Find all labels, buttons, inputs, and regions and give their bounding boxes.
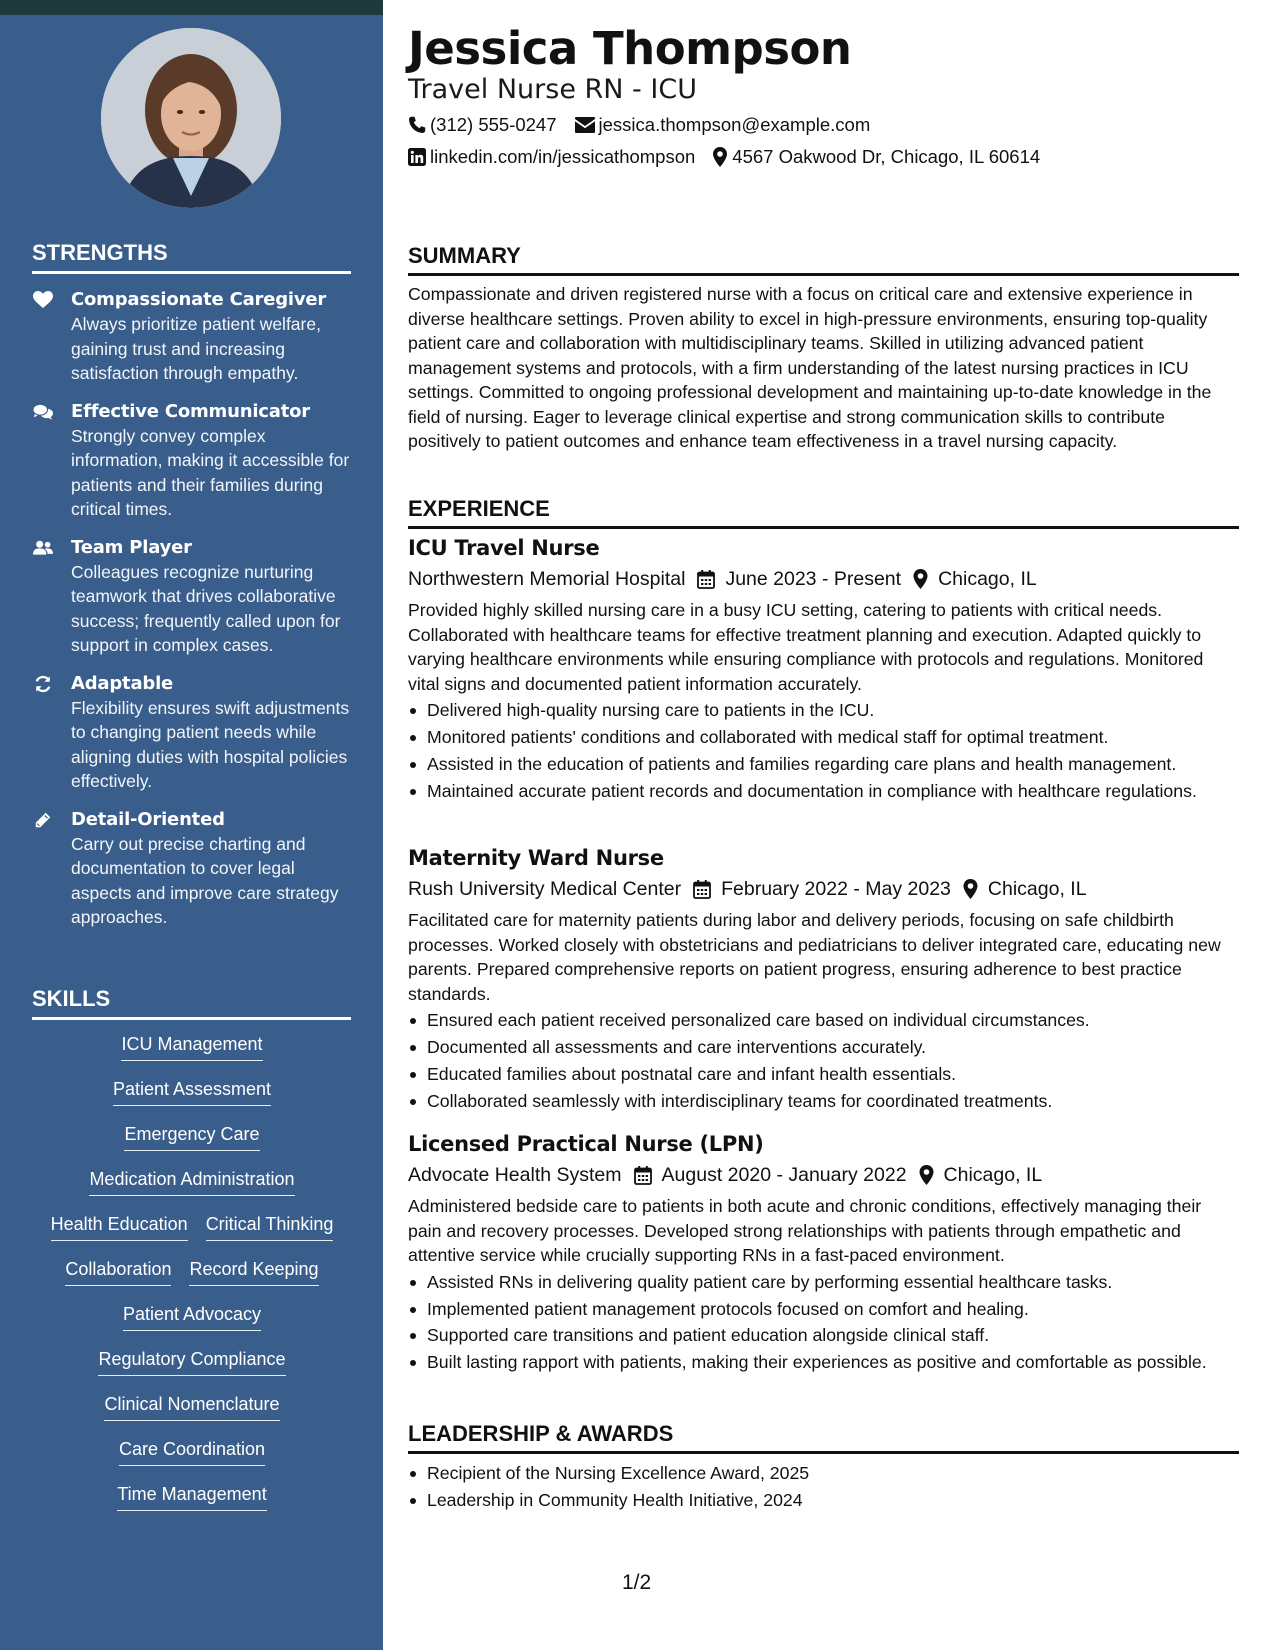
map-marker-icon: [913, 569, 928, 589]
bullet-item: Maintained accurate patient records and documentation in compliance with healthcare regulations.: [408, 779, 1239, 804]
strength-item: [32, 808, 352, 930]
bullet-item: Implemented patient management protocols focused on comfort and healing.: [408, 1297, 1239, 1322]
job-entry: [408, 843, 1239, 1113]
bullet-item: Supported care transitions and patient education alongside clinical staff.: [408, 1323, 1239, 1348]
profile-photo: [101, 28, 281, 208]
summary-heading: SUMMARY: [408, 243, 1239, 276]
job-dates: February 2022 - May 2023: [721, 877, 951, 900]
linkedin-text: linkedin.com/in/jessicathompson: [430, 146, 696, 167]
bullet-item: Assisted RNs in delivering quality patient care by performing essential healthcare tasks.: [408, 1270, 1239, 1295]
map-marker-icon: [713, 147, 727, 167]
sync-icon: [32, 674, 54, 694]
skill-tag: Collaboration: [65, 1257, 171, 1286]
address-text: 4567 Oakwood Dr, Chicago, IL 60614: [732, 146, 1041, 167]
job-location: Chicago, IL: [943, 1163, 1043, 1186]
skill-tag: Critical Thinking: [206, 1212, 334, 1241]
strength-title: Compassionate Caregiver: [71, 289, 327, 310]
strengths-list: [32, 288, 352, 944]
skills-list: [32, 1032, 352, 1527]
skill-tag: Health Education: [51, 1212, 188, 1241]
skill-tag: Time Management: [117, 1482, 266, 1511]
email-text: jessica.thompson@example.com: [598, 114, 871, 135]
strength-title: Detail-Oriented: [71, 808, 225, 830]
skill-tag: Emergency Care: [124, 1122, 259, 1151]
job-meta: [408, 1159, 1239, 1191]
page-number: 1/2: [622, 1571, 652, 1594]
bullet-item: Assisted in the education of patients and families regarding care plans and health management.: [408, 752, 1239, 777]
strength-desc: Always prioritize patient welfare, gaining trust and increasing satisfaction through empathy.: [71, 314, 321, 383]
strength-item: [32, 672, 352, 794]
summary-text: Compassionate and driven registered nurse with a focus on critical care and extensive experience in diverse healthcare settings. Proven ability to excel in high-pressure environments, ensuring top-quality patient care and collaboration with multidisciplinary teams. Skilled in utilizing advanced patient management systems and protocols, with a firm understanding of the latest nursing practices in ICU settings. Committed to ongoing professional development and maintaining up-to-date knowledge in the field of nursing. Eager to leverage clinical expertise and strong communication skills to contribute positively to patient outcomes and enhance team effectiveness in a travel nursing capacity.: [408, 284, 1212, 451]
job-description: Provided highly skilled nursing care in a busy ICU setting, catering to patients with critical needs. Collaborated with healthcare teams for effective treatment planning and execution. Adapted quickly to varying healthcare environments while ensuring compliance with protocols and regulations. Monitored vital signs and documented patient information accurately.: [408, 600, 1204, 694]
strength-desc: Colleagues recognize nurturing teamwork that drives collaborative success; frequently called upon for support in complex cases.: [71, 561, 341, 655]
envelope-icon: [575, 117, 595, 133]
skill-tag: Record Keeping: [189, 1257, 318, 1286]
avatar: [101, 28, 281, 208]
bullet-item: Collaborated seamlessly with interdisciplinary teams for coordinated treatments.: [408, 1089, 1239, 1114]
strength-item: [32, 536, 352, 658]
bullet-item: Built lasting rapport with patients, making their experiences as positive and comfortable as possible.: [408, 1350, 1239, 1375]
experience-heading: EXPERIENCE: [408, 496, 1239, 529]
job-role: Maternity Ward Nurse: [408, 846, 664, 870]
strength-item: [32, 288, 352, 386]
heart-icon: [32, 290, 54, 310]
job-location: Chicago, IL: [987, 877, 1087, 900]
linkedin-icon: [408, 148, 426, 166]
job-employer: Northwestern Memorial Hospital: [408, 567, 686, 590]
job-bullets: [408, 1008, 1239, 1113]
job-bullets: [408, 698, 1239, 803]
job-location: Chicago, IL: [938, 567, 1037, 590]
comments-icon: [32, 402, 54, 422]
calendar-icon: [634, 1166, 652, 1185]
award-item: Leadership in Community Health Initiative, 2024: [408, 1488, 1239, 1513]
map-marker-icon: [919, 1165, 934, 1185]
pencil-icon: [32, 810, 54, 830]
job-role: ICU Travel Nurse: [408, 536, 600, 560]
map-marker-icon: [963, 879, 978, 899]
job-dates: June 2023 - Present: [725, 567, 902, 590]
job-entry: [408, 1129, 1239, 1375]
job-bullets: [408, 1270, 1239, 1375]
sidebar-top-bar: [0, 0, 383, 15]
award-item: Recipient of the Nursing Excellence Award, 2025: [408, 1461, 1239, 1486]
strength-desc: Flexibility ensures swift adjustments to changing patient needs while aligning duties with hospital policies effectively.: [71, 697, 350, 791]
skill-tag: ICU Management: [121, 1032, 262, 1061]
job-role: Licensed Practical Nurse (LPN): [408, 1132, 764, 1156]
bullet-item: Ensured each patient received personalized care based on individual circumstances.: [408, 1008, 1239, 1033]
phone-text: (312) 555-0247: [430, 114, 557, 135]
sidebar: [0, 0, 383, 1650]
skill-tag: Medication Administration: [89, 1167, 294, 1196]
strengths-heading: STRENGTHS: [32, 240, 351, 274]
contact-row-2: [408, 146, 1058, 168]
strength-title: Adaptable: [71, 672, 174, 694]
job-meta: [408, 873, 1239, 905]
job-dates: August 2020 - January 2022: [661, 1163, 907, 1186]
email-contact[interactable]: [575, 114, 871, 136]
strength-item: [32, 400, 352, 522]
bullet-item: Monitored patients' conditions and collaborated with medical staff for optimal treatment.: [408, 725, 1239, 750]
calendar-icon: [693, 880, 711, 899]
skill-tag: Patient Advocacy: [123, 1302, 261, 1331]
candidate-title: Travel Nurse RN - ICU: [408, 74, 697, 105]
phone-icon: [408, 116, 426, 134]
skill-tag: Clinical Nomenclature: [104, 1392, 279, 1421]
bullet-item: Delivered high-quality nursing care to patients in the ICU.: [408, 698, 1239, 723]
job-entry: [408, 533, 1239, 803]
contact-row: [408, 114, 888, 136]
skill-tag: Patient Assessment: [113, 1077, 271, 1106]
users-icon: [32, 538, 54, 558]
job-meta: [408, 563, 1239, 595]
calendar-icon: [697, 570, 715, 589]
job-description: Administered bedside care to patients in both acute and chronic conditions, effectively managing their pain and recovery processes. Developed strong relationships with patients through empathetic and attentive service while crucially supporting RNs in a fast-paced environment.: [408, 1196, 1202, 1265]
strength-title: Effective Communicator: [71, 400, 310, 422]
job-employer: Advocate Health System: [408, 1163, 622, 1186]
strength-title: Team Player: [71, 536, 192, 558]
strength-desc: Strongly convey complex information, making it accessible for patients and their families during critical times.: [71, 425, 350, 519]
skills-heading: SKILLS: [32, 986, 351, 1020]
job-description: Facilitated care for maternity patients during labor and delivery periods, focusing on safe childbirth processes. Worked closely with obstetricians and pediatricians to deliver integrated care, educating new parents. Prepared comprehensive reports on patient progress, ensuring adherence to best practice standards.: [408, 910, 1221, 1004]
address-contact: [713, 146, 1040, 168]
job-employer: Rush University Medical Center: [408, 877, 682, 900]
skill-tag: Care Coordination: [119, 1437, 265, 1466]
linkedin-contact[interactable]: [408, 146, 695, 168]
awards-list: [408, 1459, 1239, 1513]
bullet-item: Educated families about postnatal care and infant health essentials.: [408, 1062, 1239, 1087]
candidate-name: Jessica Thompson: [408, 22, 852, 75]
phone-contact[interactable]: [408, 114, 557, 136]
bullet-item: Documented all assessments and care interventions accurately.: [408, 1035, 1239, 1060]
skill-tag: Regulatory Compliance: [98, 1347, 285, 1376]
awards-heading: LEADERSHIP & AWARDS: [408, 1421, 1239, 1454]
strength-desc: Carry out precise charting and documentation to cover legal aspects and improve care strategy approaches.: [71, 833, 339, 927]
